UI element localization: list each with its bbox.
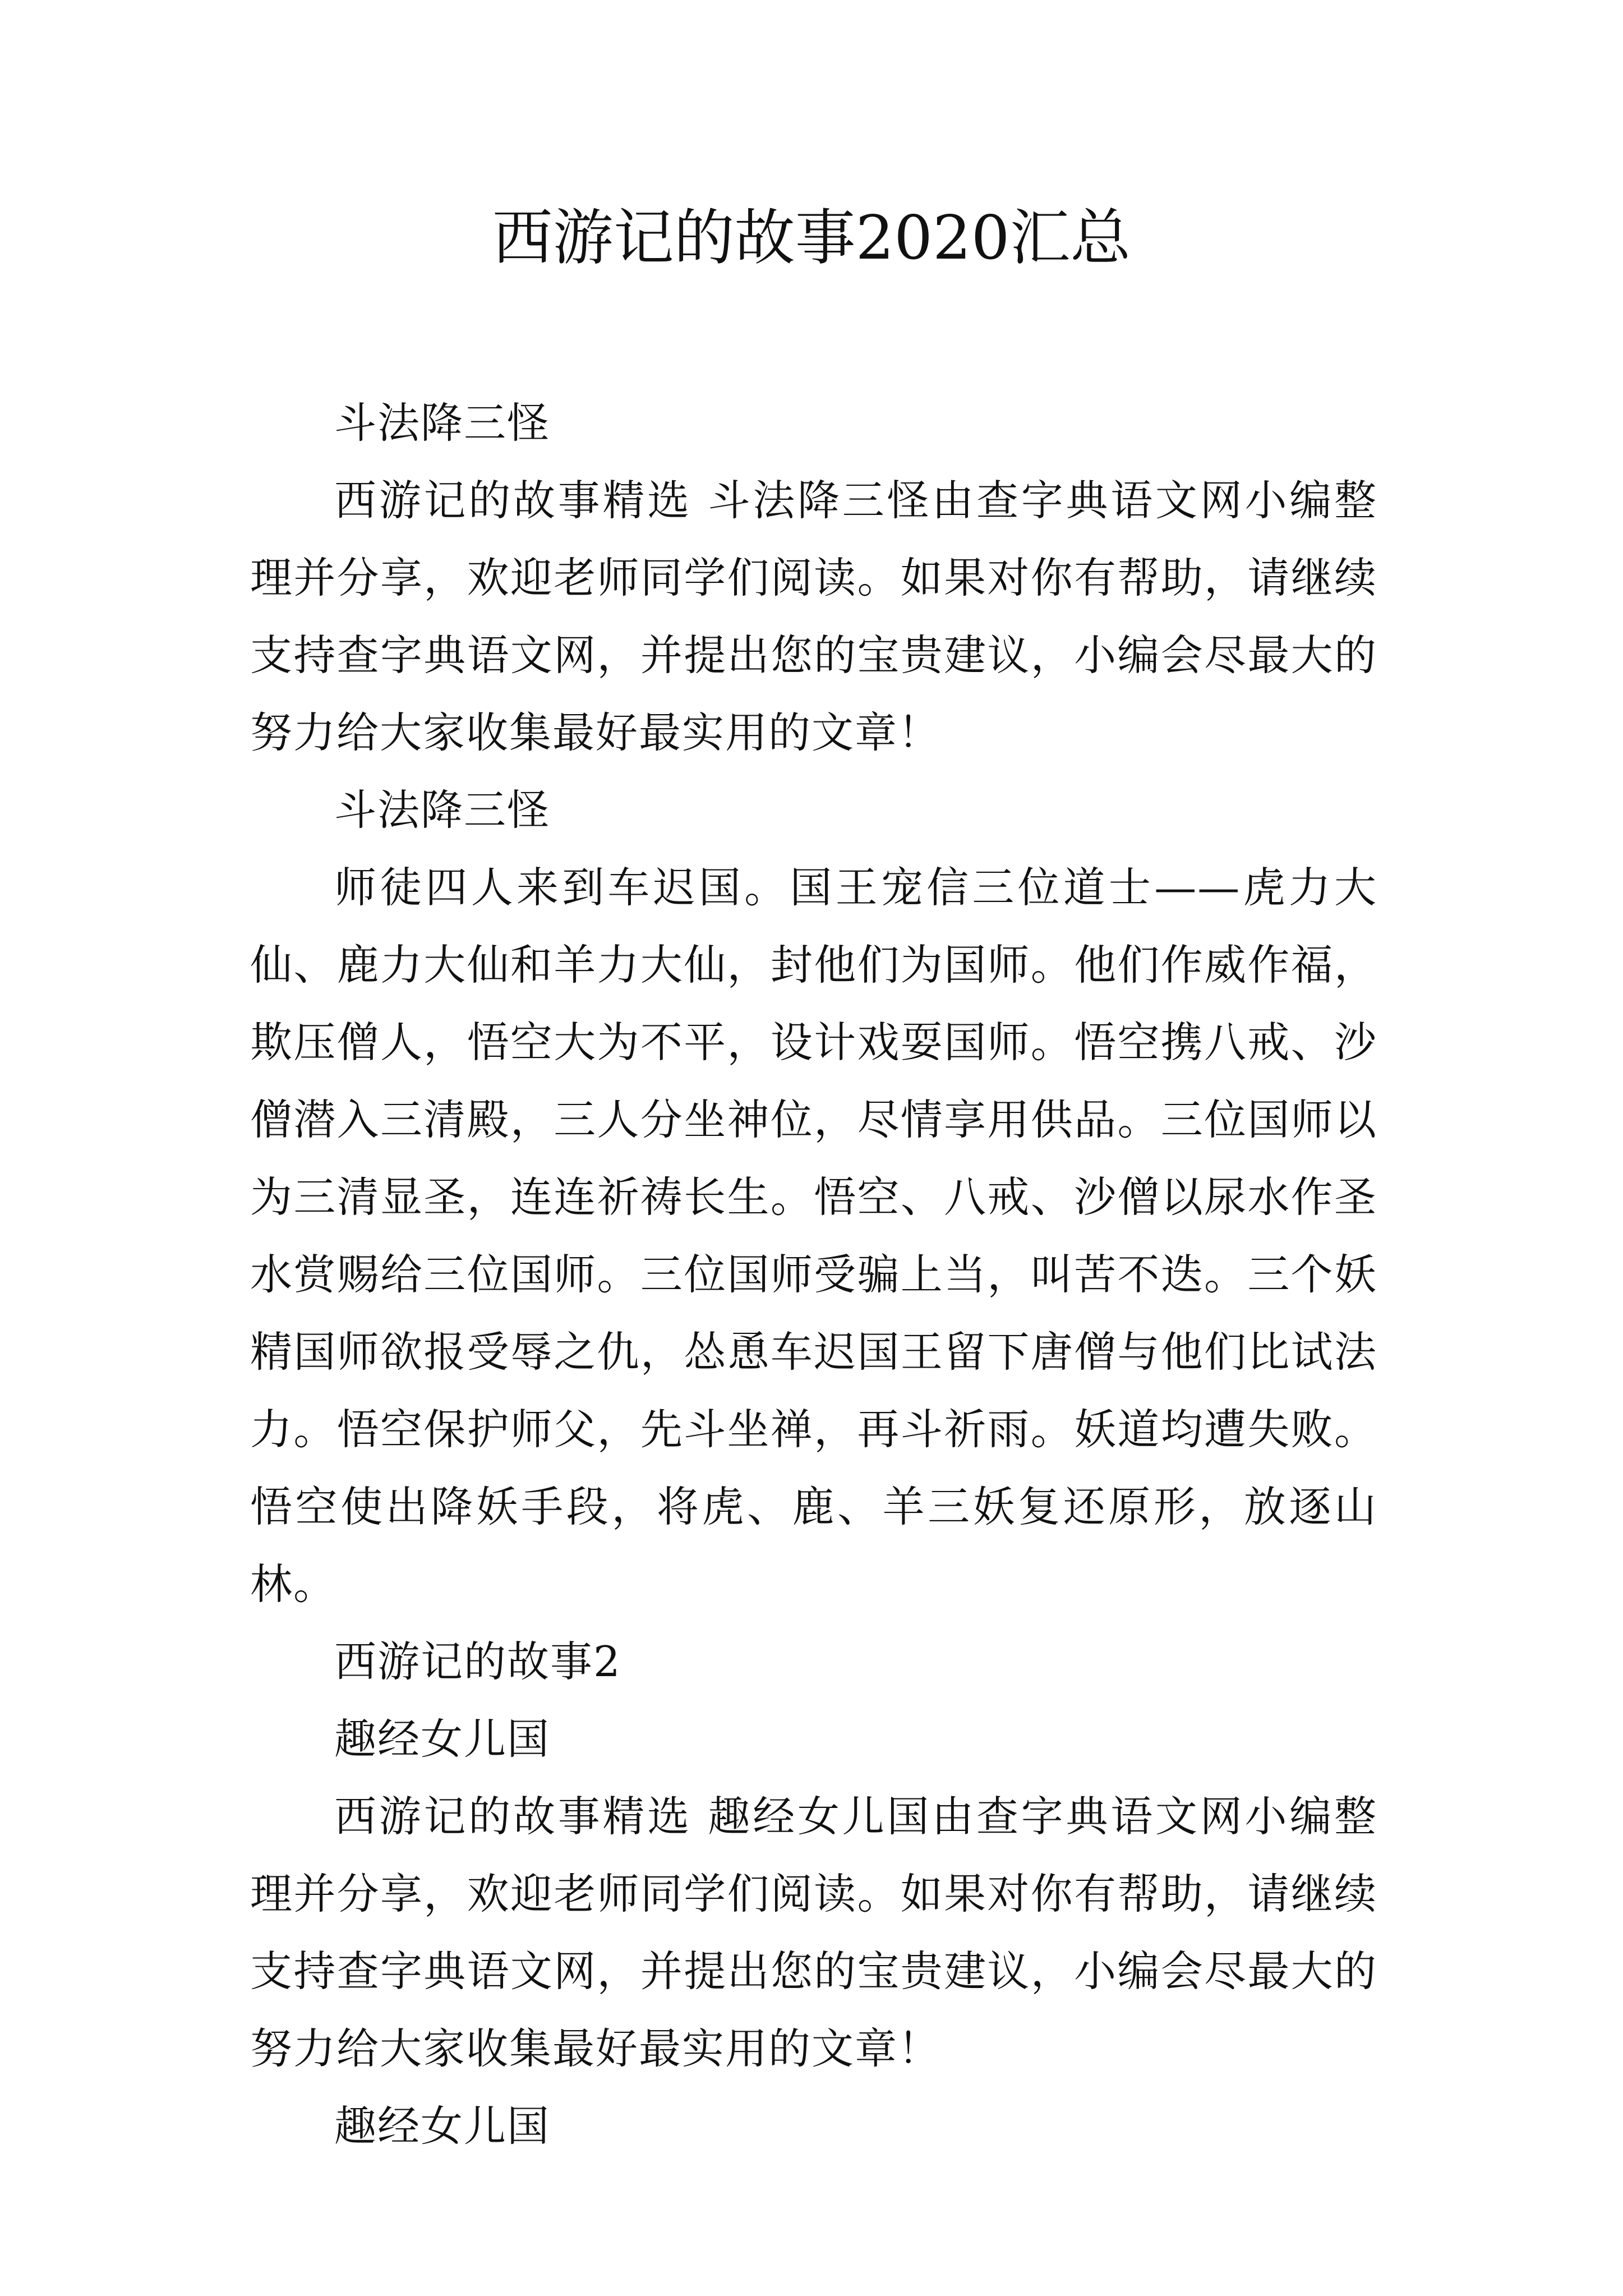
body-paragraph: 师徒四人来到车迟国。国王宠信三位道士——虎力大仙、鹿力大仙和羊力大仙，封他们为国师。他们作威作福，欺压僧人，悟空大为不平，设计戏耍国师。悟空携八戒、沙僧潜入三清殿，三人分坐神位，尽情享用供品。三位国师以为三清显圣，连连祈祷长生。悟空、八戒、沙僧以尿水作圣水赏赐给三位国师。三位国师受骗上当，叫苦不迭。三个妖精国师欲报受辱之仇，怂恿车迟国王留下唐僧与他们比试法力。悟空保护师父，先斗坐禅，再斗祈雨。妖道均遭失败。悟空使出降妖手段，将虎、鹿、羊三妖复还原形，放逐山林。 xyxy=(250,863,1377,1609)
section-heading: 斗法降三怪 xyxy=(334,398,551,448)
body-paragraph: 西游记的故事精选 趣经女儿国由查字典语文网小编整理并分享，欢迎老师同学们阅读。如果对你有帮助，请继续支持查字典语文网，并提出您的宝贵建议，小编会尽最大的努力给大家收集最好最实用的文章！ xyxy=(250,1792,1377,2073)
document-body xyxy=(250,384,1377,2165)
section-heading: 斗法降三怪 xyxy=(334,785,551,835)
section-heading: 西游记的故事2 xyxy=(334,1637,621,1686)
document-title: 西游记的故事2020汇总 xyxy=(492,203,1131,273)
body-paragraph: 西游记的故事精选 斗法降三怪由查字典语文网小编整理并分享，欢迎老师同学们阅读。如果对你有帮助，请继续支持查字典语文网，并提出您的宝贵建议，小编会尽最大的努力给大家收集最好最实用的文章！ xyxy=(250,476,1377,757)
section-heading: 趣经女儿国 xyxy=(334,1714,551,1764)
section-heading: 趣经女儿国 xyxy=(334,2101,551,2151)
